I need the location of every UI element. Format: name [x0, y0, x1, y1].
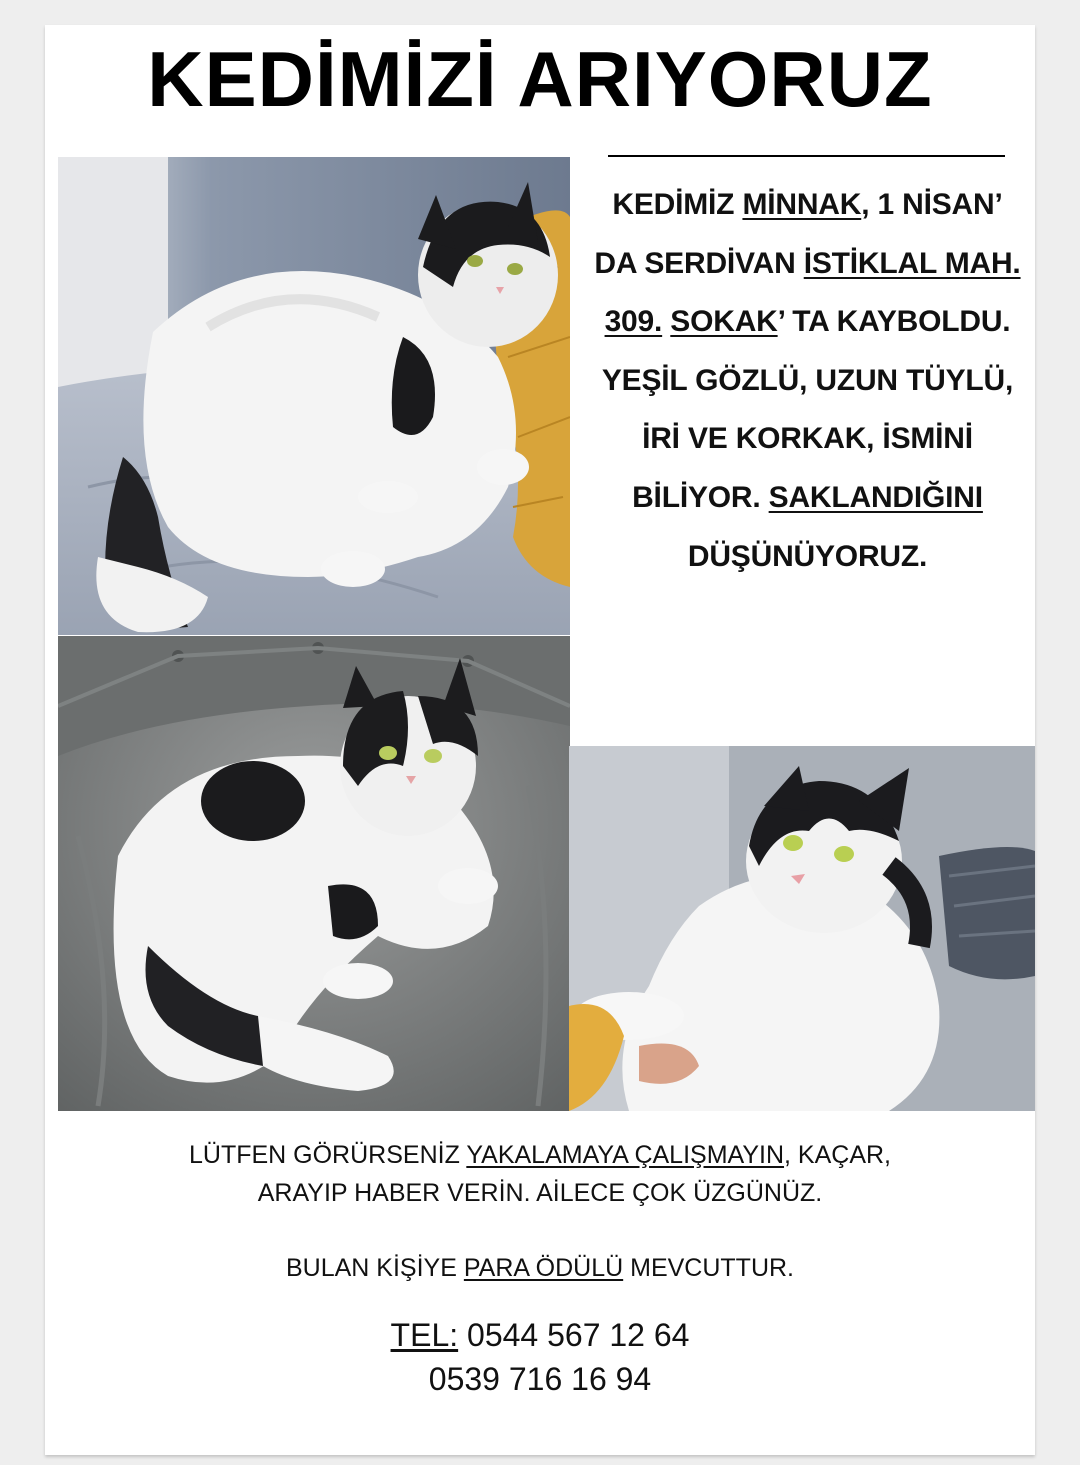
address-street: SOKAK	[670, 305, 778, 339]
warning-note	[0, 1136, 1080, 1212]
description-details: ’ TA KAYBOLDU. YEŞİL GÖZLÜ, UZUN TÜYLÜ, İRİ VE KORKAK, İSMİNİ BİLİYOR.	[601, 305, 1014, 514]
warning-part2: , KAÇAR,	[784, 1141, 892, 1169]
reward-note	[0, 1249, 1080, 1287]
reward-emphasis: PARA ÖDÜLÜ	[463, 1254, 624, 1282]
phone-number-1: 0544 567 12 64	[458, 1317, 690, 1353]
hiding-note: SAKLANDIĞINI	[768, 480, 983, 514]
description-date: , 1 NİSAN’ DA SERDİVAN	[594, 188, 1003, 280]
address-neighborhood: İSTİKLAL MAH. 309.	[604, 246, 1021, 339]
cat-photo-2	[58, 636, 570, 1111]
title-divider	[608, 155, 1005, 157]
cat-photo-1	[58, 157, 570, 635]
description-intro: KEDİMİZ	[612, 188, 743, 221]
tel-label: TEL:	[390, 1317, 459, 1353]
reward-part1: BULAN KİŞİYE	[286, 1254, 464, 1282]
cat-photo-3	[569, 746, 1035, 1111]
poster-title: KEDİMİZİ ARIYORUZ	[147, 35, 933, 123]
warning-part1: LÜTFEN GÖRÜRSENİZ	[188, 1141, 467, 1169]
lost-cat-description	[590, 176, 1025, 586]
contact-phones	[0, 1313, 1080, 1401]
warning-emphasis: YAKALAMAYA ÇALIŞMAYIN	[466, 1141, 785, 1169]
description-end: DÜŞÜNÜYORUZ.	[687, 539, 928, 573]
reward-part2: MEVCUTTUR.	[623, 1254, 794, 1282]
cat-name: MİNNAK	[742, 188, 862, 221]
warning-line2: ARAYIP HABER VERİN. AİLECE ÇOK ÜZGÜNÜZ.	[257, 1179, 823, 1207]
phone-number-2: 0539 716 16 94	[428, 1361, 652, 1397]
